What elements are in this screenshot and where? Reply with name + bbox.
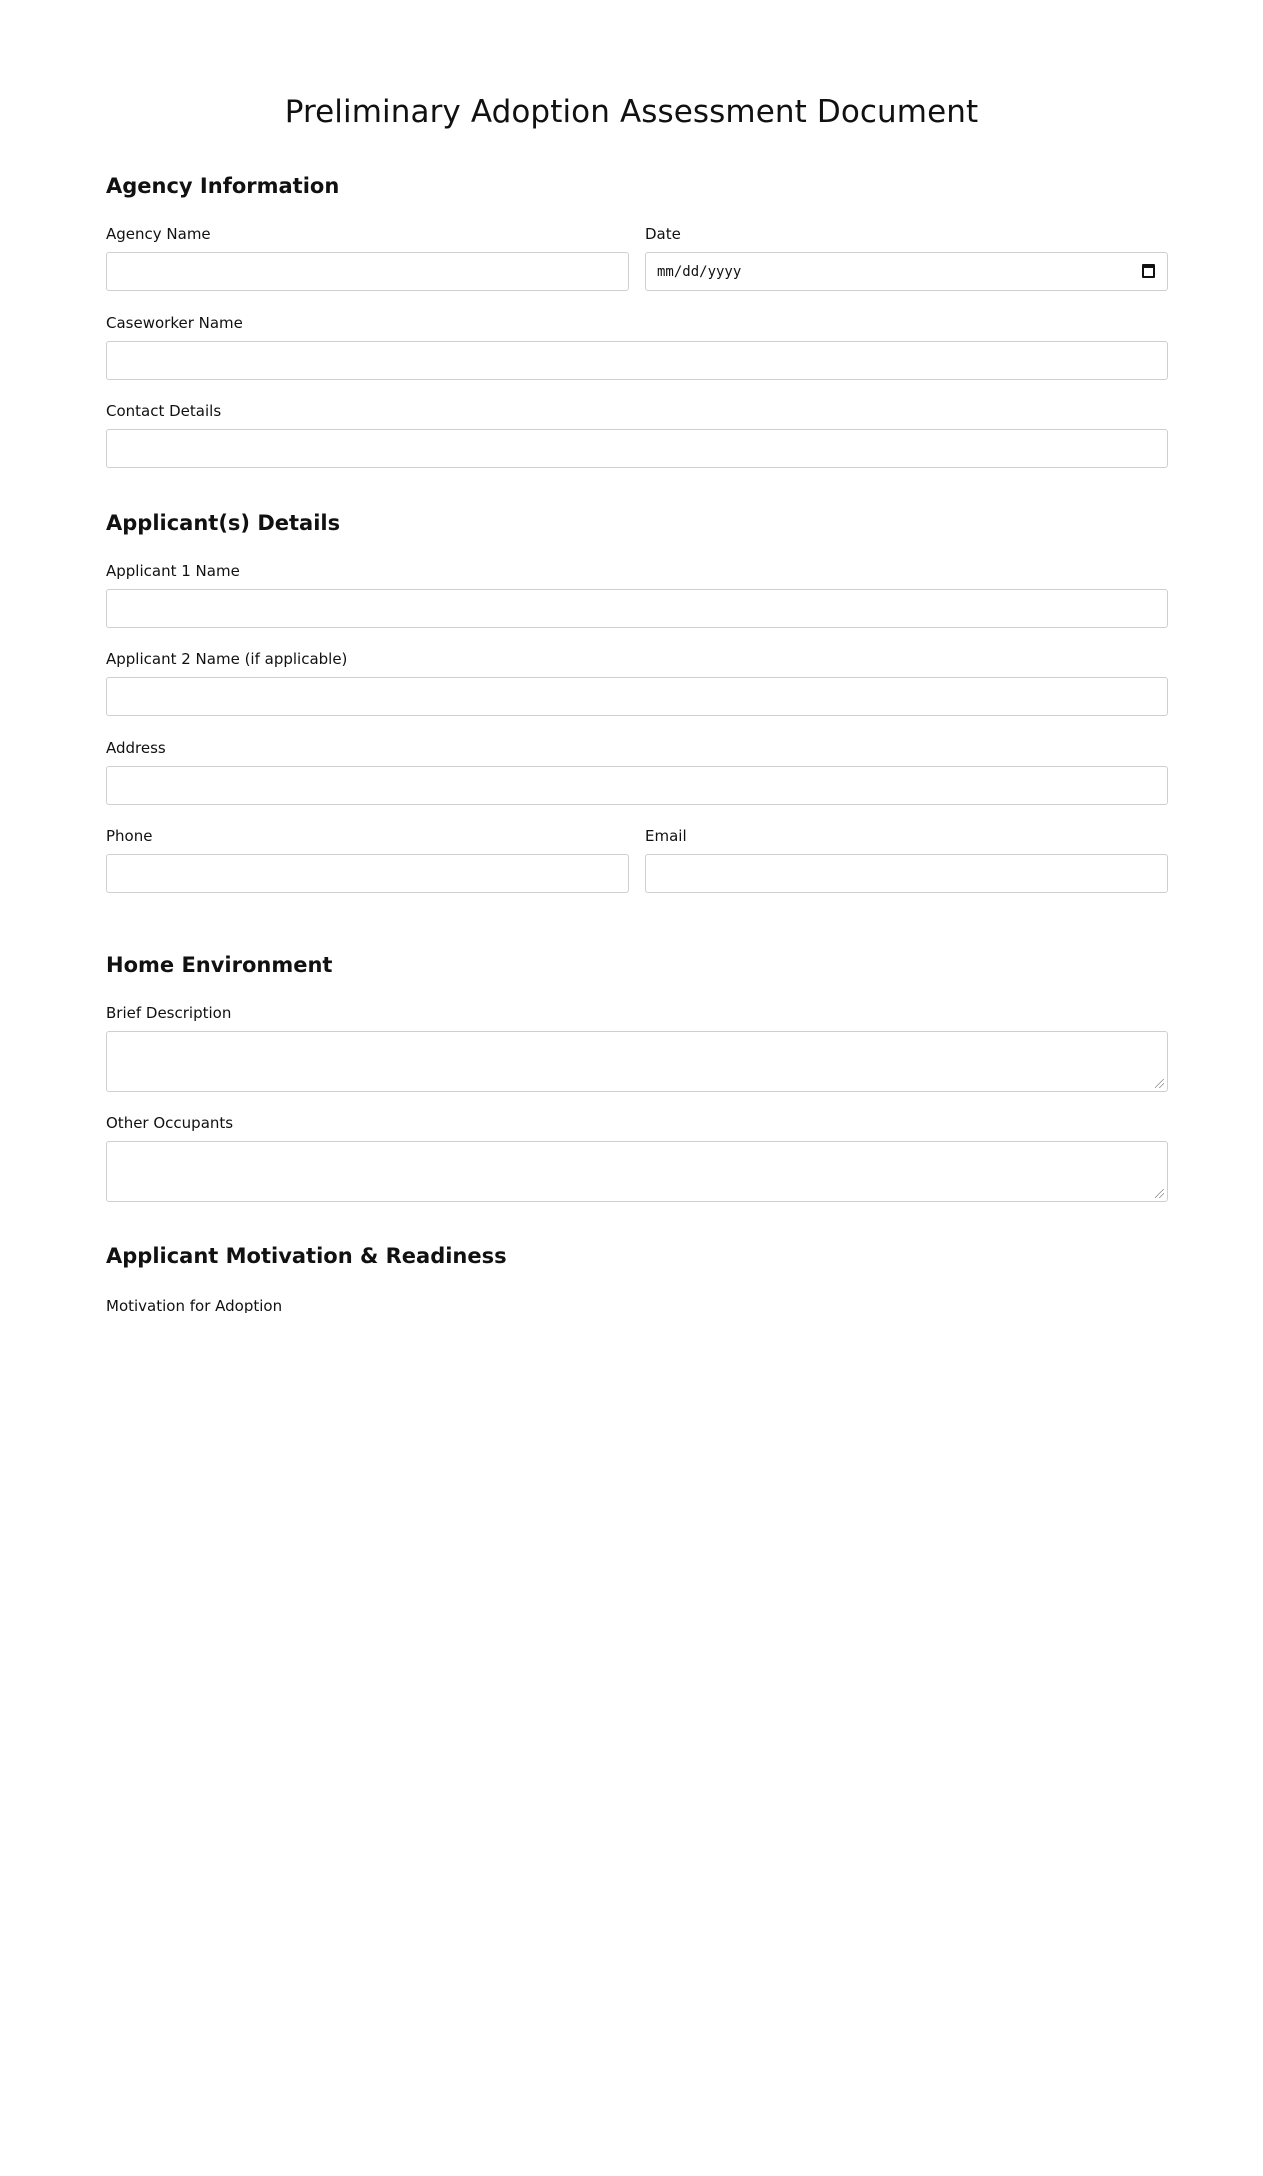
agency-name-label: Agency Name — [106, 225, 211, 243]
section-heading-applicant-details: Applicant(s) Details — [106, 511, 341, 535]
brief-description-textarea[interactable] — [106, 1031, 1168, 1092]
motivation-for-adoption-label: Motivation for Adoption — [106, 1297, 283, 1313]
page-title: Preliminary Adoption Assessment Document — [284, 94, 979, 130]
brief-description-label: Brief Description — [106, 1004, 232, 1022]
address-input[interactable] — [106, 766, 1168, 805]
section-heading-motivation-readiness: Applicant Motivation & Readiness — [106, 1244, 507, 1268]
other-occupants-textarea[interactable] — [106, 1141, 1168, 1202]
other-occupants-label: Other Occupants — [106, 1114, 234, 1132]
applicant-1-name-input[interactable] — [106, 589, 1168, 628]
address-label: Address — [106, 739, 166, 757]
email-label: Email — [645, 827, 687, 845]
date-input[interactable] — [645, 252, 1168, 291]
contact-details-input[interactable] — [106, 429, 1168, 468]
calendar-icon[interactable] — [1142, 264, 1155, 278]
contact-details-label: Contact Details — [106, 402, 222, 420]
resize-grip-icon[interactable] — [1155, 1189, 1164, 1198]
section-heading-home-environment: Home Environment — [106, 953, 333, 977]
caseworker-name-input[interactable] — [106, 341, 1168, 380]
phone-label: Phone — [106, 827, 153, 845]
email-input[interactable] — [645, 854, 1168, 893]
applicant-2-name-label: Applicant 2 Name (if applicable) — [106, 650, 348, 668]
caseworker-name-label: Caseworker Name — [106, 314, 243, 332]
section-heading-agency-information: Agency Information — [106, 174, 340, 198]
applicant-1-name-label: Applicant 1 Name — [106, 562, 240, 580]
applicant-2-name-input[interactable] — [106, 677, 1168, 716]
resize-grip-icon[interactable] — [1155, 1079, 1164, 1088]
agency-name-input[interactable] — [106, 252, 629, 291]
date-label: Date — [645, 225, 681, 243]
date-placeholder: mm/dd/yyyy — [657, 264, 742, 280]
phone-input[interactable] — [106, 854, 629, 893]
